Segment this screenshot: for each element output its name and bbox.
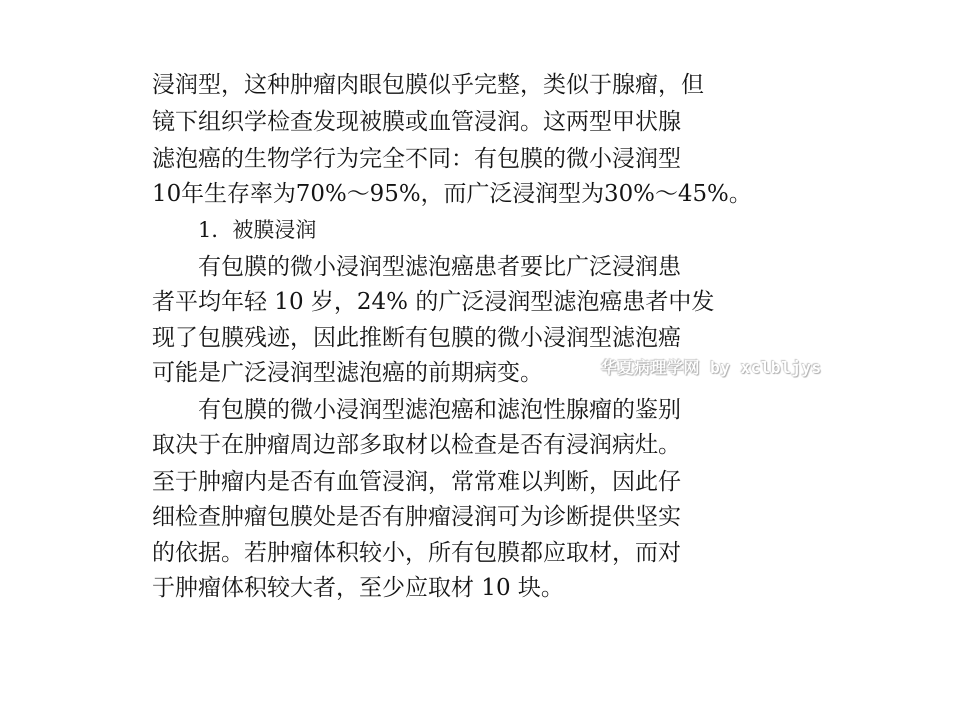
- text-line-9: 可能是广泛浸润型滤泡癌的前期病变。: [152, 360, 543, 386]
- text-line-14: 的依据。若肿瘤体积较小，所有包膜都应取材，而对: [152, 540, 681, 566]
- text-line-15: 于肿瘤体积较大者，至少应取材 10 块。: [152, 575, 564, 601]
- section-heading: 1．被膜浸润: [198, 218, 317, 242]
- text-line-2: 镜下组织学检查发现被膜或血管浸润。这两型甲状腺: [152, 109, 681, 135]
- text-line-4: 10年生存率为70%～95%，而广泛浸润型为30%～45%。: [152, 181, 752, 207]
- site-watermark: 华夏病理学网 by xclbljys: [601, 358, 822, 377]
- text-line-12: 至于肿瘤内是否有血管浸润，常常难以判断，因此仔: [152, 469, 681, 495]
- text-line-11: 取决于在肿瘤周边部多取材以检查是否有浸润病灶。: [152, 432, 681, 458]
- text-line-6: 有包膜的微小浸润型滤泡癌患者要比广泛浸润患: [198, 254, 681, 280]
- text-line-3: 滤泡癌的生物学行为完全不同：有包膜的微小浸润型: [152, 146, 681, 172]
- text-line-8: 现了包膜残迹，因此推断有包膜的微小浸润型滤泡癌: [152, 325, 681, 351]
- text-line-1: 浸润型，这种肿瘤肉眼包膜似乎完整，类似于腺瘤，但: [152, 72, 704, 98]
- text-line-13: 细检查肿瘤包膜处是否有肿瘤浸润可为诊断提供坚实: [152, 504, 681, 530]
- text-line-10: 有包膜的微小浸润型滤泡癌和滤泡性腺瘤的鉴别: [198, 397, 681, 423]
- text-line-7: 者平均年轻 10 岁，24% 的广泛浸润型滤泡癌患者中发: [152, 289, 715, 315]
